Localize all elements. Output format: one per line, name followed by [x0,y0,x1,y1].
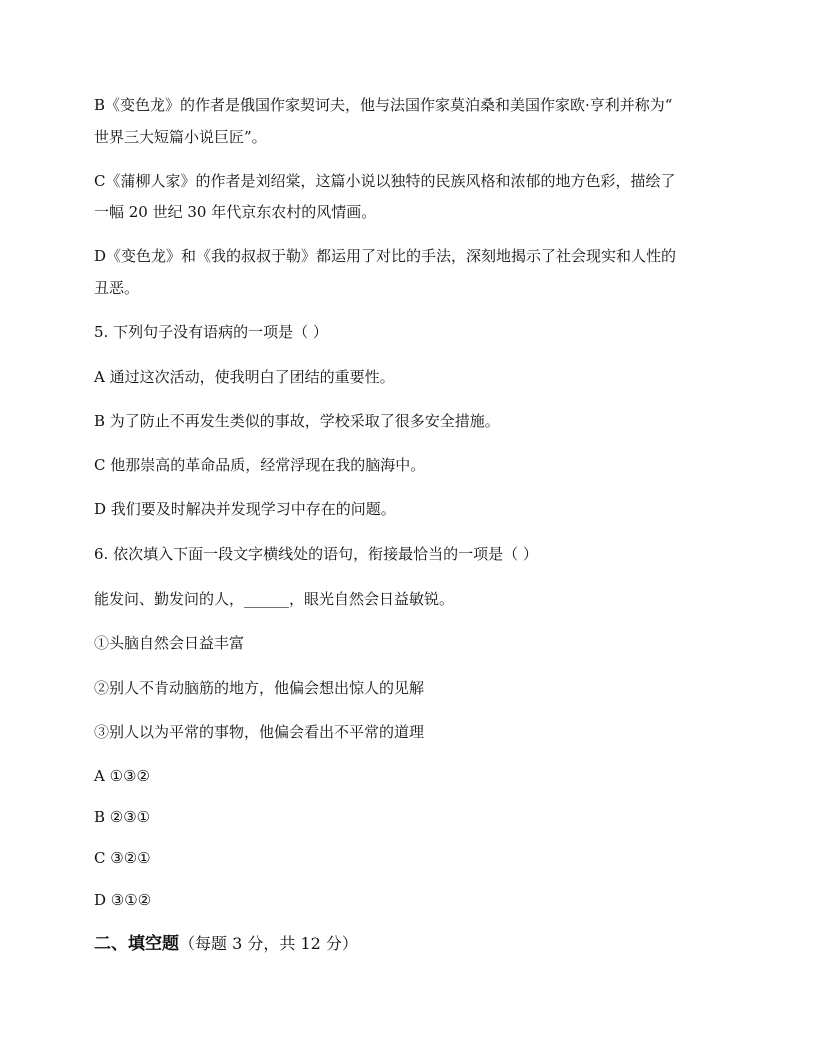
q4-option-c-line2: 一幅 20 世纪 30 年代京东农村的风情画。 [94,203,377,221]
q5-stem: 5. 下列句子没有语病的一项是（ ） [94,323,328,341]
q5-option-b: B 为了防止不再发生类似的事故，学校采取了很多安全措施。 [94,412,500,430]
q4-option-b-line1: B《变色龙》的作者是俄国作家契诃夫，他与法国作家莫泊桑和美国作家欧·亨利并称为“ [94,96,673,114]
q4-option-b-line2: 世界三大短篇小说巨匠”。 [94,128,267,146]
q4-option-d-line2: 丑恶。 [94,279,140,297]
section-2-title: 二、填空题 [94,934,179,954]
q6-sentence-1: ①头脑自然会日益丰富 [94,634,245,652]
q6-option-c: C ③②① [94,849,151,867]
q4-option-c-line1: C《蒲柳人家》的作者是刘绍棠，这篇小说以独特的民族风格和浓郁的地方色彩，描绘了 [94,172,676,190]
section-2-note: （每题 3 分，共 12 分） [179,934,358,953]
q5-option-a: A 通过这次活动，使我明白了团结的重要性。 [94,368,395,386]
q6-stem: 6. 依次填入下面一段文字横线处的语句，衔接最恰当的一项是（ ） [94,545,538,563]
section-2-heading [94,933,358,955]
q6-sentence-2: ②别人不肯动脑筋的地方，他偏会想出惊人的见解 [94,679,425,697]
q6-sentence-3: ③别人以为平常的事物，他偏会看出不平常的道理 [94,723,425,741]
q4-option-d-line1: D《变色龙》和《我的叔叔于勒》都运用了对比的手法，深刻地揭示了社会现实和人性的 [94,247,677,265]
q6-passage: 能发问、勤发问的人，______，眼光自然会日益敏锐。 [94,590,455,608]
q5-option-c: C 他那崇高的革命品质，经常浮现在我的脑海中。 [94,456,426,474]
q6-option-d: D ③①② [94,891,152,909]
q5-option-d: D 我们要及时解决并发现学习中存在的问题。 [94,500,396,518]
q6-option-b: B ②③① [94,808,151,826]
q6-option-a: A ①③② [94,767,150,785]
